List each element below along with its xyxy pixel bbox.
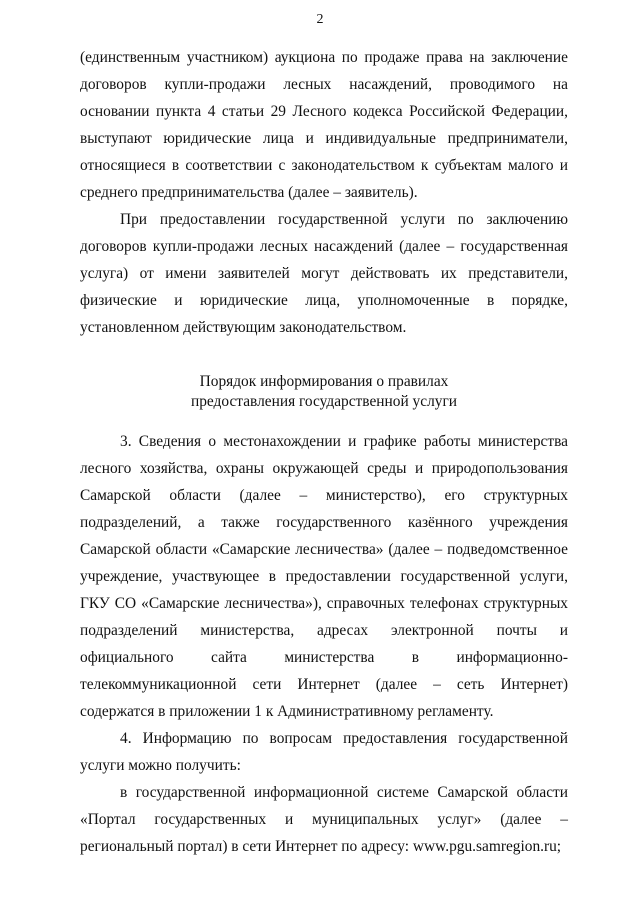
section-heading [80, 372, 568, 412]
page-number: 2 [316, 12, 324, 27]
body-text-top [80, 44, 568, 341]
paragraph-item-3: 3. Сведения о местонахождении и графике работы министерства лесного хозяйства, охраны окружающей среды и природопользования Самарской области (далее – министерство), его структурных подразделений, а также государственного казённого учреждения Самарской области «Самарские лесничества» (далее – подведомственное учреждение, участвующее в предоставлении государственной услуги, ГКУ СО «Самарские лесничества»), справочных телефонах структурных подразделений министерства, адресах электронной почты и официального сайта министерства в информационно-телекоммуникационной сети Интернет (далее – сеть Интернет) содержатся в приложении 1 к Административному регламенту. [80, 433, 568, 720]
paragraph-regional-portal: в государственной информационной системе Самарской области «Портал государственных и муниципальных услуг» (далее – региональный портал) в сети Интернет по адресу: www.pgu.samregion.ru; [80, 784, 568, 855]
section-heading-line-1: Порядок информирования о правилах [199, 373, 449, 390]
body-text-bottom [80, 428, 568, 860]
paragraph-item-4: 4. Информацию по вопросам предоставления государственной услуги можно получить: [80, 730, 568, 774]
paragraph-applicants: (единственным участником) аукциона по продаже права на заключение договоров купли-продажи лесных насаждений, проводимого на основании пункта 4 статьи 29 Лесного кодекса Российской Федерации, выступают юридические лица и индивидуальные предприниматели, относящиеся в соответствии с законодательством к субъектам малого и среднего предпринимательства (далее – заявитель). [80, 49, 568, 201]
section-heading-line-2: предоставления государственной услуги [190, 393, 457, 410]
paragraph-representatives: При предоставлении государственной услуги по заключению договоров купли-продажи лесных насаждений (далее – государственная услуга) от имени заявителей могут действовать их представители, физические и юридические лица, уполномоченные в порядке, установленном действующим законодательством. [80, 211, 568, 336]
